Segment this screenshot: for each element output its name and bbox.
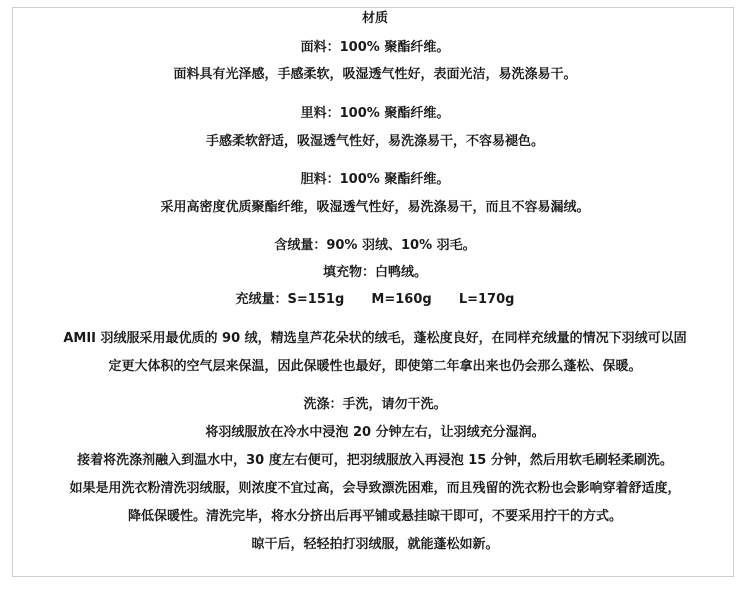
shell-material-desc: 面料具有光泽感，手感柔软，吸湿透气性好，表面光洁，易洗涤易干。: [173, 67, 577, 82]
wash-step-4: 降低保暖性。清洗完毕，将水分挤出后再平铺或悬挂晾干即可，不要采用拧干的方式。: [127, 509, 622, 524]
liner-material-desc: 采用高密度优质聚酯纤维，吸湿透气性好，易洗涤易干，而且不容易漏绒。: [160, 200, 590, 215]
filling: 填充物：白鸭绒。: [322, 265, 427, 280]
wash-step-5: 晾干后，轻轻拍打羽绒服，就能蓬松如新。: [251, 537, 499, 552]
wash-step-2: 接着将洗涤剂融入到温水中，30 度左右便可，把羽绒服放入再浸泡 15 分钟，然后用软毛刷轻柔刷洗。: [77, 453, 673, 468]
lining-material-title: 里料：100% 聚酯纤维。: [300, 106, 450, 121]
about-line-2: 定更大体积的空气层来保温，因此保暖性也最好，即使第二年拿出来也仍会那么蓬松、保暖。: [108, 359, 642, 374]
fill-weight: 充绒量：S=151g M=160g L=170g: [235, 292, 515, 307]
about-line-1: AMII 羽绒服采用最优质的 90 绒，精选皇芦花朵状的绒毛，蓬松度良好，在同样充绒量的情况下羽绒可以固: [63, 331, 687, 346]
down-content: 含绒量：90% 羽绒、10% 羽毛。: [274, 238, 476, 253]
wash-step-3: 如果是用洗衣粉清洗羽绒服，则浓度不宜过高，会导致漂洗困难，而且残留的洗衣粉也会影响穿着舒适度，: [69, 481, 681, 496]
wash-step-1: 将羽绒服放在冷水中浸泡 20 分钟左右，让羽绒充分湿润。: [205, 425, 545, 440]
wash-title: 洗涤：手洗，请勿干洗。: [303, 397, 447, 412]
shell-material-title: 面料：100% 聚酯纤维。: [300, 40, 450, 55]
liner-material-title: 胆料：100% 聚酯纤维。: [300, 172, 450, 187]
section-heading: 材质: [361, 11, 388, 26]
lining-material-desc: 手感柔软舒适，吸湿透气性好，易洗涤易干，不容易褪色。: [205, 134, 544, 149]
